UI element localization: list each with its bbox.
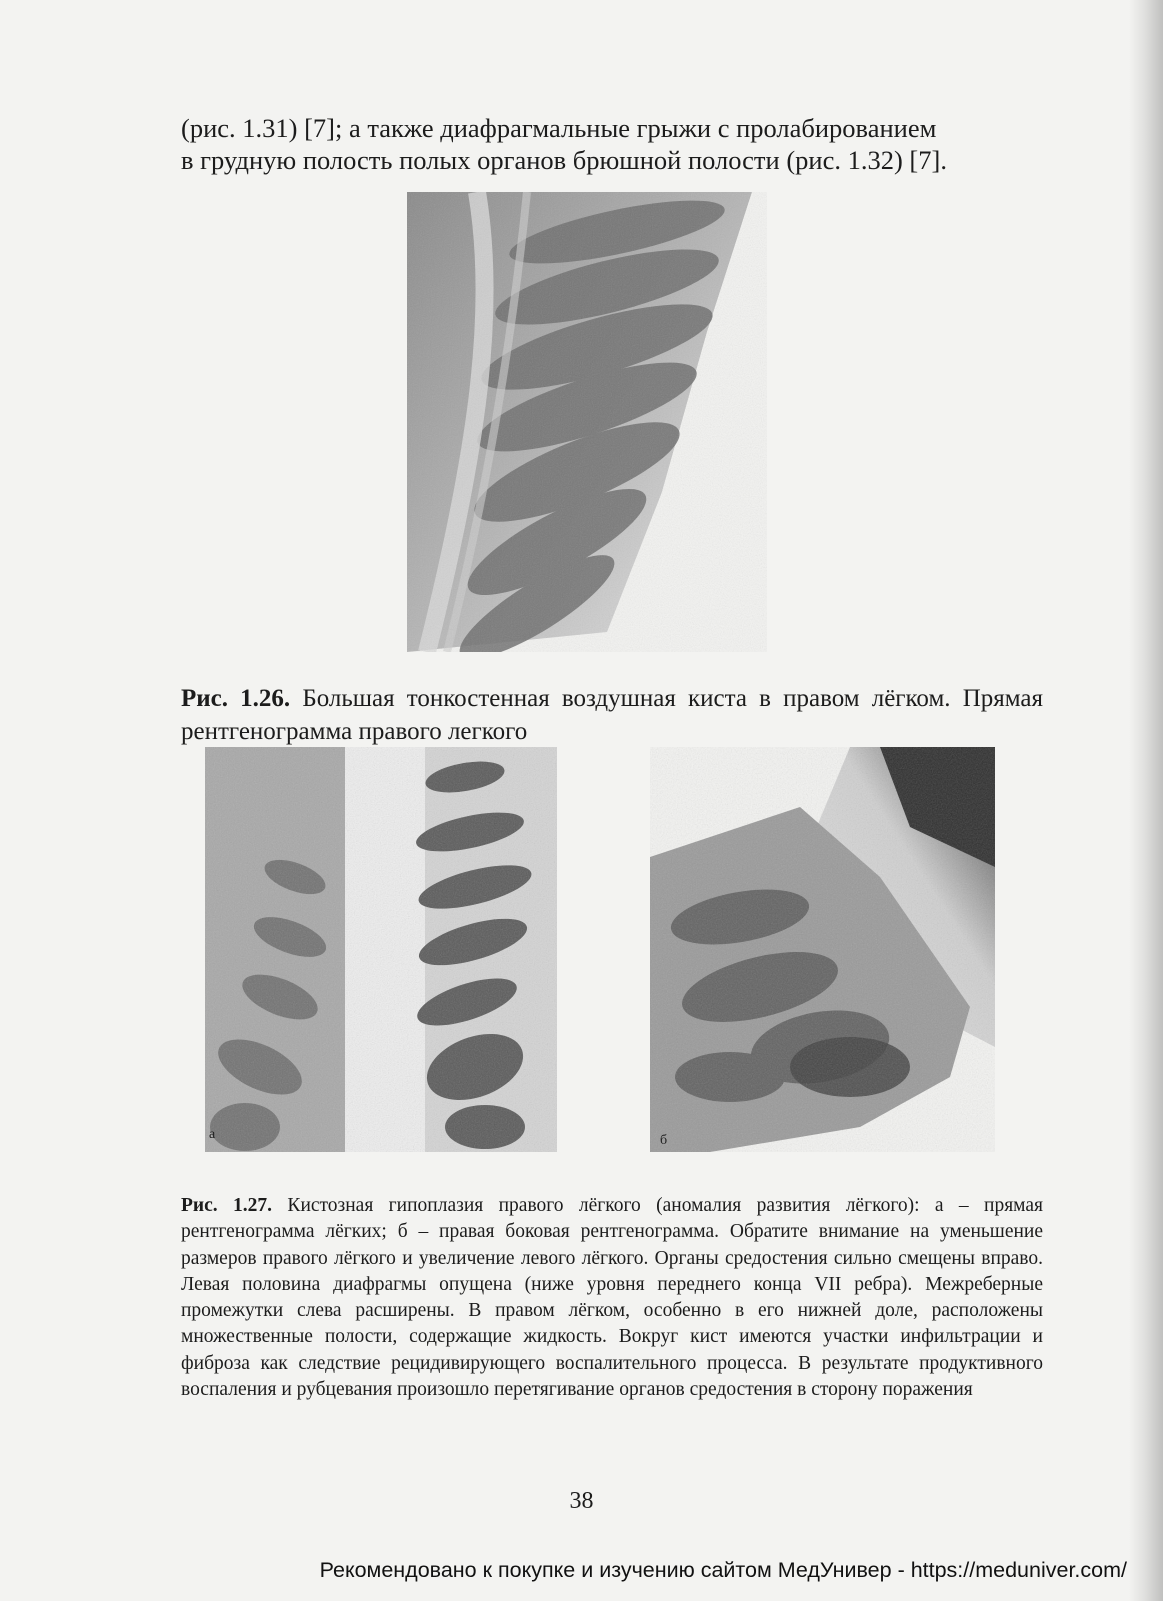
xray-image-right-lung <box>407 192 767 652</box>
caption-label-1-27: Рис. 1.27. <box>181 1195 273 1216</box>
page-number: 38 <box>569 1488 594 1514</box>
caption-label-1-26: Рис. 1.26. <box>181 685 291 712</box>
caption-text-1-26: Большая тонкостенная воздушная киста в правом лёгком. Прямая рентгенограмма правого легкого <box>181 685 1043 745</box>
intro-paragraph <box>181 112 1043 176</box>
intro-line-1: (рис. 1.31) [7]; а также диафрагмальные грыжи с пролабированием <box>181 113 937 143</box>
caption-figure-1-27 <box>181 1193 1043 1403</box>
caption-text-1-27: Кистозная гипоплазия правого лёгкого (аномалия развития лёгкого): а – прямая рентгенограмма лёгких; б – правая боковая рентгенограмма. Обратите внимание на уменьшение размеров правого лёгкого и увеличение левого лёгкого. Органы средостения сильно смещены вправо. Левая половина диафрагмы опущена (ниже уровня переднего конца VII ребра). Межреберные промежутки слева расширены. В правом лёгком, особенно в его нижней доле, расположены множественные полости, содержащие жидкость. Вокруг кист имеются участки инфильтрации и фиброза как следствие рецидивирующего воспалительного процесса. В результате продуктивного воспаления и рубцевания произошло перетягивание органов средостения в сторону поражения <box>181 1195 1043 1401</box>
xray-figure-1-27b <box>650 747 995 1152</box>
intro-line-2: в грудную полость полых органов брюшной полости (рис. 1.32) [7]. <box>181 145 947 175</box>
footer-watermark-text: Рекомендовано к покупке и изучению сайтом МедУнивер - https://meduniver.com/ <box>319 1558 1127 1582</box>
xray-figure-1-27a <box>205 747 557 1152</box>
xray-figure-1-26 <box>407 192 767 652</box>
xray-image-frontal <box>205 747 557 1152</box>
page-edge-shadow <box>1129 0 1163 1601</box>
panel-label-a: а <box>209 1127 216 1142</box>
caption-figure-1-26 <box>181 682 1043 748</box>
xray-image-lateral <box>650 747 995 1152</box>
panel-label-b: б <box>660 1133 668 1148</box>
